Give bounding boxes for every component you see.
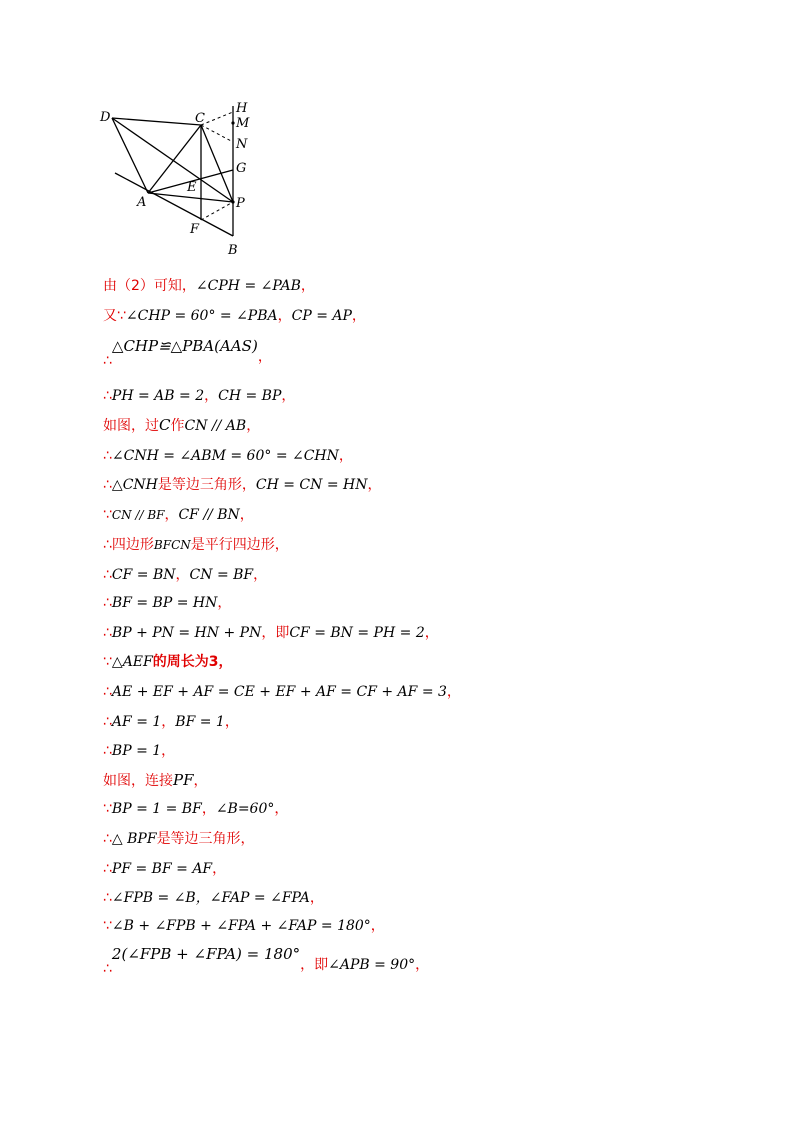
proof-line-16 (103, 741, 175, 761)
line-punct: ， (175, 567, 190, 583)
therefore-symbol: ∴ (103, 448, 112, 464)
line-punct: ， (193, 773, 208, 789)
line-text: 又∵ (103, 308, 126, 324)
line-punct: ， (367, 477, 382, 493)
math-expr: BF = BP = HN (111, 595, 218, 611)
proof-line-15 (103, 712, 239, 732)
segment-DC (112, 118, 201, 125)
geometry-diagram (95, 98, 265, 268)
therefore-symbol: ∴ (103, 353, 112, 369)
proof-line-12 (103, 623, 439, 643)
label-C: C (195, 111, 205, 126)
line-punct: ， (161, 743, 176, 759)
math-expr: BP = 1 (111, 743, 162, 759)
math-expr: AE + EF + AF = CE + EF + AF = CF + AF = 3 (111, 684, 447, 700)
math-expr-2: ∠APB = 90° (328, 957, 416, 973)
line-punct: ， (274, 801, 289, 817)
segment-DA (112, 118, 148, 193)
line-text: ∴四边形 (103, 537, 154, 553)
proof-line-9 (103, 535, 289, 555)
label-B: B (228, 243, 238, 258)
math-expr: 2(∠FPB + ∠FPA) = 180° (111, 945, 301, 963)
math-expr: BP + PN = HN + PN (111, 625, 262, 641)
line-punct: ， (309, 890, 324, 906)
math-expr-2: CF = BN = PH = 2 (289, 625, 425, 641)
line-punct: ， (212, 861, 227, 877)
line-text: ，即 (261, 625, 290, 641)
line-punct: ， (201, 801, 216, 817)
math-expr: BP = 1 = BF (111, 801, 202, 817)
math-expr: CN // BF (111, 508, 165, 522)
math-expr-2: CN // AB (184, 418, 247, 434)
math-expr: △CHP≌△PBA(AAS) (111, 337, 258, 355)
label-D: D (100, 110, 111, 125)
therefore-symbol: ∴ (103, 388, 112, 404)
proof-line-20 (103, 859, 226, 879)
math-expr: PF (173, 771, 194, 789)
dashed-FP (201, 202, 233, 220)
point-M (231, 121, 234, 124)
proof-line-5 (103, 415, 260, 436)
line-punct: ， (204, 388, 219, 404)
line-text: ，即 (300, 957, 329, 973)
line-text: 是平行四边形， (190, 537, 289, 553)
segment-line-through-A (115, 173, 233, 236)
label-H: H (236, 101, 248, 116)
line-punct: ， (338, 448, 353, 464)
line-punct: ， (424, 625, 439, 641)
geometry-figure (95, 98, 265, 268)
line-text: 如图，过 (103, 418, 159, 434)
math-expr: AF = 1 (111, 714, 162, 730)
math-expr-2: CF // BN (178, 507, 240, 523)
because-symbol: ∵ (103, 801, 112, 817)
math-expr: ∠CNH = ∠ABM = 60° = ∠CHN (111, 448, 339, 464)
dashed-CH (201, 112, 233, 125)
math-expr: C (159, 416, 171, 434)
therefore-symbol: ∴ (103, 595, 112, 611)
line-punct: ， (239, 507, 254, 523)
math-expr: PH = AB = 2 (111, 388, 205, 404)
therefore-symbol: ∴ (103, 477, 112, 493)
label-F: F (190, 222, 200, 237)
math-expr: ∠FPB = ∠B，∠FAP = ∠FPA (111, 890, 310, 906)
line-punct: ， (351, 308, 366, 324)
proof-line-7 (103, 475, 381, 495)
math-expr-2: CN = BF (189, 567, 254, 583)
therefore-symbol: ∴ (103, 684, 112, 700)
proof-line-2 (103, 306, 366, 326)
math-expr: BFCN (153, 538, 191, 552)
math-expr: △ BPF (111, 831, 157, 847)
line-text: 的周长为3， (152, 654, 233, 670)
line-text: 如图，连接 (103, 773, 173, 789)
therefore-symbol: ∴ (103, 625, 112, 641)
therefore-symbol: ∴ (103, 567, 112, 583)
proof-line-3 (103, 338, 272, 368)
math-expr: PF = BF = AF (111, 861, 213, 877)
math-expr-2: ∠B=60° (215, 801, 275, 817)
line-punct: ， (370, 918, 385, 934)
line-punct: ， (300, 278, 315, 294)
proof-line-23 (103, 946, 429, 980)
line-punct: ， (415, 957, 430, 973)
line-punct: ， (281, 388, 296, 404)
math-expr: △CNH (111, 477, 158, 493)
line-punct: ， (257, 349, 272, 365)
line-punct: ， (253, 567, 268, 583)
proof-line-14 (103, 682, 461, 702)
proof-line-4 (103, 386, 295, 406)
math-expr-2: CH = CN = HN (255, 477, 368, 493)
line-text: 是等边三角形， (156, 831, 255, 847)
proof-line-21 (103, 888, 324, 908)
line-punct: ， (277, 308, 292, 324)
therefore-symbol: ∴ (103, 961, 112, 977)
therefore-symbol: ∴ (103, 890, 112, 906)
proof-line-19 (103, 829, 255, 849)
therefore-symbol: ∴ (103, 831, 112, 847)
therefore-symbol: ∴ (103, 743, 112, 759)
label-E: E (187, 180, 197, 195)
math-expr-2: CH = BP (218, 388, 282, 404)
therefore-symbol: ∴ (103, 861, 112, 877)
math-expr: CF = BN (111, 567, 176, 583)
math-expr-2: BF = 1 (175, 714, 225, 730)
line-punct: ， (224, 714, 239, 730)
math-expr: △AEF (111, 654, 153, 670)
proof-line-13 (103, 652, 232, 672)
proof-line-6 (103, 446, 353, 466)
line-punct: ， (164, 507, 179, 523)
proof-line-1 (103, 276, 315, 296)
label-G: G (236, 161, 247, 176)
proof-line-22 (103, 916, 385, 936)
math-expr: ∠CPH = ∠PAB (195, 278, 301, 294)
line-punct: ， (446, 684, 461, 700)
label-N: N (236, 137, 248, 152)
label-M: M (236, 116, 250, 131)
therefore-symbol: ∴ (103, 714, 112, 730)
because-symbol: ∵ (103, 507, 112, 523)
line-text: 由（2）可知， (103, 278, 196, 294)
dashed-CN (201, 125, 233, 142)
proof-line-8 (103, 505, 254, 525)
because-symbol: ∵ (103, 918, 112, 934)
math-expr: ∠B + ∠FPB + ∠FPA + ∠FAP = 180° (111, 918, 371, 934)
because-symbol: ∵ (103, 654, 112, 670)
line-text: 作 (170, 418, 185, 434)
math-expr-2: CP = AP (291, 308, 352, 324)
line-punct: ， (217, 595, 232, 611)
line-punct: ， (246, 418, 261, 434)
math-expr: ∠CHP = 60° = ∠PBA (125, 308, 278, 324)
point-P (231, 200, 234, 203)
label-P: P (236, 196, 245, 211)
line-text: 是等边三角形， (157, 477, 256, 493)
proof-line-10 (103, 565, 267, 585)
label-A: A (137, 195, 147, 210)
proof-line-11 (103, 593, 231, 613)
line-punct: ， (161, 714, 176, 730)
proof-line-18 (103, 799, 288, 819)
proof-line-17 (103, 770, 208, 791)
